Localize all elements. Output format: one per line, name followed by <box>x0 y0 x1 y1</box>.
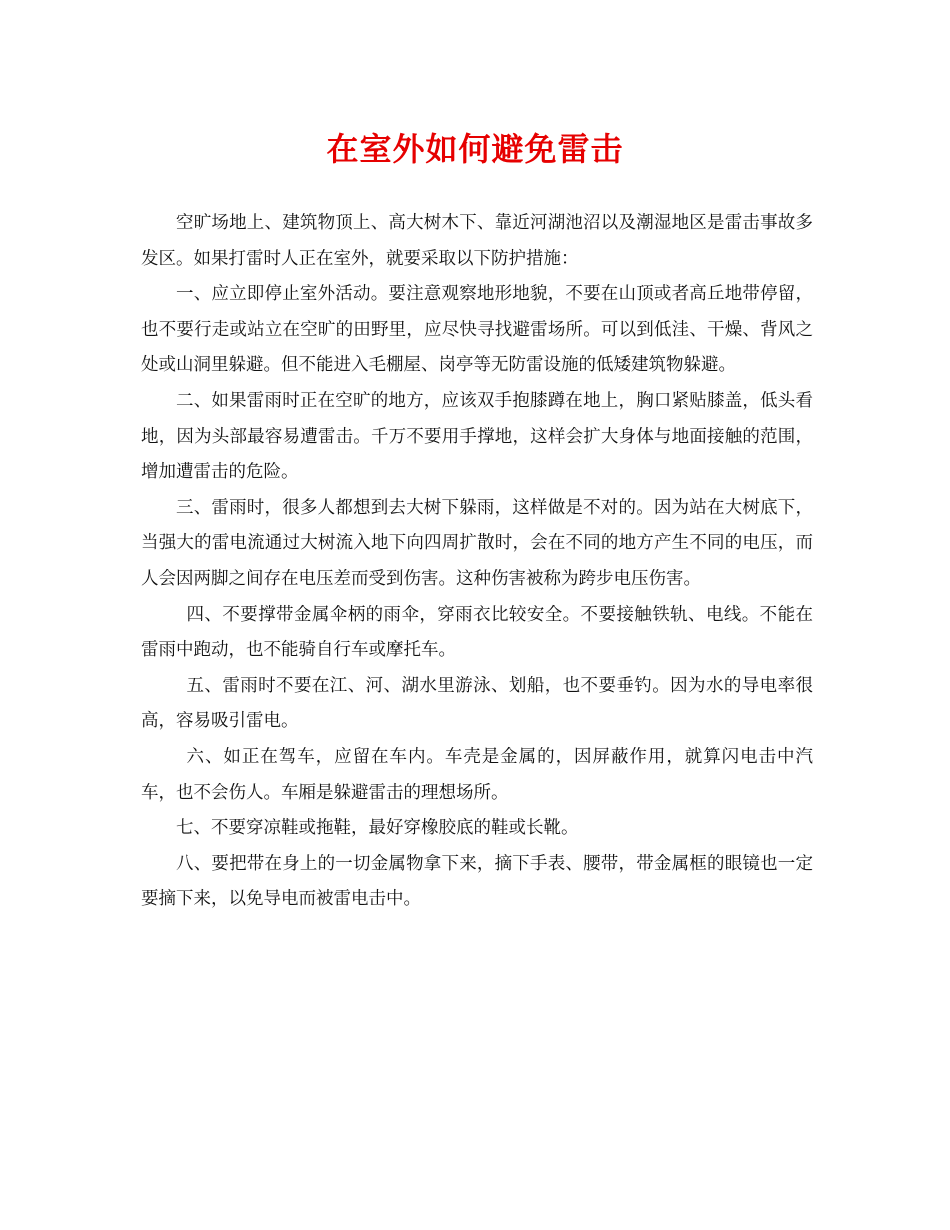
document-title: 在室外如何避免雷击 <box>326 130 624 168</box>
paragraph-2: 二、如果雷雨时正在空旷的地方，应该双手抱膝蹲在地上，胸口紧贴膝盖，低头看地，因为头部最容易遭雷击。千万不要用手撑地，这样会扩大身体与地面接触的范围，增加遭雷击的危险。 <box>141 390 813 483</box>
paragraph-6: 六、如正在驾车，应留在车内。车壳是金属的，因屏蔽作用，就算闪电击中汽车，也不会伤人。车厢是躲避雷击的理想场所。 <box>141 746 813 803</box>
paragraph-8: 八、要把带在身上的一切金属物拿下来，摘下手表、腰带，带金属框的眼镜也一定要摘下来，以免导电而被雷电击中。 <box>141 853 813 910</box>
paragraph-7: 七、不要穿凉鞋或拖鞋，最好穿橡胶底的鞋或长靴。 <box>176 818 579 839</box>
document-body <box>141 206 813 918</box>
paragraph-1: 一、应立即停止室外活动。要注意观察地形地貌，不要在山顶或者高丘地带停留，也不要行走或站立在空旷的田野里，应尽快寻找避雷场所。可以到低洼、干燥、背风之处或山洞里躲避。但不能进入毛棚屋、岗亭等无防雷设施的低矮建筑物躲避。 <box>141 284 813 376</box>
paragraph-4: 四、不要撑带金属伞柄的雨伞，穿雨衣比较安全。不要接触铁轨、电线。不能在雷雨中跑动，也不能骑自行车或摩托车。 <box>141 604 813 661</box>
paragraph-5: 五、雷雨时不要在江、河、湖水里游泳、划船，也不要垂钓。因为水的导电率很高，容易吸引雷电。 <box>141 675 813 732</box>
paragraph-3: 三、雷雨时，很多人都想到去大树下躲雨，这样做是不对的。因为站在大树底下，当强大的雷电流通过大树流入地下向四周扩散时，会在不同的地方产生不同的电压，而人会因两脚之间存在电压差而受到伤害。这种伤害被称为跨步电压伤害。 <box>141 497 813 589</box>
intro-paragraph: 空旷场地上、建筑物顶上、高大树木下、靠近河湖池沼以及潮湿地区是雷击事故多发区。如果打雷时人正在室外，就要采取以下防护措施： <box>141 213 813 269</box>
